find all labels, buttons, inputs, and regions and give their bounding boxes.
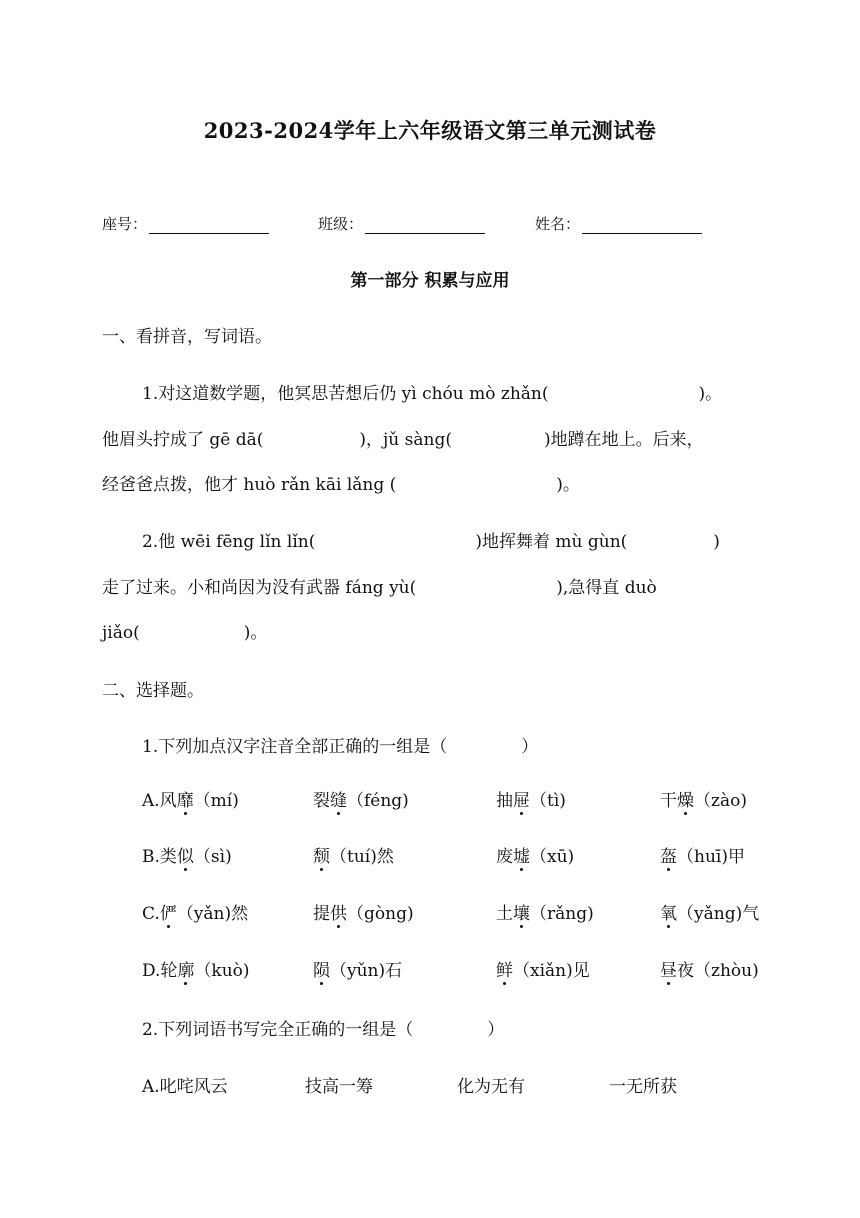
option-text: 抽 <box>496 791 513 811</box>
dotted-char: 似 <box>177 842 194 867</box>
option-item <box>313 956 402 981</box>
option-item <box>142 786 239 811</box>
seat-field[interactable] <box>102 213 269 234</box>
option-text: （yǎn)然 <box>176 904 249 924</box>
name-field[interactable] <box>535 213 702 234</box>
page-title: 2023-2024学年上六年级语文第三单元测试卷 <box>203 118 657 143</box>
option-text: （huī)甲 <box>677 847 745 867</box>
class-label: 班级： <box>318 215 364 233</box>
dotted-char: 颓 <box>313 842 330 867</box>
q1-p2-text: 2.他 wēi fēng lǐn lǐn( <box>142 532 316 552</box>
option-text: （rǎng) <box>530 904 594 924</box>
dotted-char: 陨 <box>313 956 330 981</box>
option-item <box>313 842 394 867</box>
q2-heading: 二、选择题。 <box>102 681 204 701</box>
q2-sub1-prompt <box>142 732 538 757</box>
dotted-char: 盔 <box>660 842 677 867</box>
option-text: （yǔn)石 <box>330 961 403 981</box>
dotted-char: 供 <box>330 899 347 924</box>
option-item <box>660 842 745 867</box>
dotted-char: 屉 <box>513 786 530 811</box>
q1-p2-line1 <box>142 527 720 552</box>
q1-p2-text: jiǎo( <box>102 623 140 643</box>
option-text: A.风 <box>142 791 177 811</box>
option-text: 夜（zhòu) <box>677 961 759 981</box>
option-item <box>660 899 759 924</box>
seat-label: 座号： <box>102 215 148 233</box>
option-text: （gòng) <box>347 904 414 924</box>
option-item <box>142 842 232 867</box>
option-item <box>313 899 414 924</box>
option-text: （kuò) <box>194 961 250 981</box>
dotted-char: 缝 <box>330 786 347 811</box>
option-text: （xiǎn)见 <box>513 961 590 981</box>
option-text: C. <box>142 904 160 924</box>
option-item <box>660 786 747 811</box>
option-text: （xū) <box>530 847 575 867</box>
question-text: 2.下列词语书写完全正确的一组是（ <box>142 1020 414 1040</box>
option-text: （tì) <box>530 791 566 811</box>
q2-sub2-prompt <box>142 1015 504 1040</box>
q1-heading: 一、看拼音，写词语。 <box>102 327 272 347</box>
question-text: ） <box>521 737 539 757</box>
option-text: B.类 <box>142 847 177 867</box>
dotted-char: 壤 <box>513 899 530 924</box>
q1-p1-text: 他眉头拧成了 gē dā( <box>102 430 264 450</box>
dotted-char: 燥 <box>677 786 694 811</box>
option-item <box>496 899 594 924</box>
option-text: （mí) <box>193 791 239 811</box>
q1-p1-line1 <box>142 379 722 404</box>
q1-p2-text: 走了过来。小和尚因为没有武器 fáng yù( <box>102 578 417 598</box>
q1-p1-text: 经爸爸点拨，他才 huò rǎn kāi lǎng ( <box>102 475 397 495</box>
option-text: 裂 <box>313 791 330 811</box>
option-item <box>313 786 409 811</box>
option-text: （zào) <box>694 791 747 811</box>
dotted-char: 鲜 <box>496 956 513 981</box>
option-text: 土 <box>496 904 513 924</box>
option-item: 化为无有 <box>457 1077 525 1097</box>
option-item: 一无所获 <box>609 1077 677 1097</box>
part1-title: 第一部分 积累与应用 <box>350 271 510 291</box>
question-text: ） <box>487 1020 505 1040</box>
q1-p2-text: )地挥舞着 mù gùn( <box>475 532 628 552</box>
q1-p2-line2 <box>102 573 657 598</box>
option-text: 废 <box>496 847 513 867</box>
q1-p1-line3 <box>102 470 580 495</box>
option-item <box>496 842 574 867</box>
question-text: 1.下列加点汉字注音全部正确的一组是（ <box>142 737 448 757</box>
q1-p1-line2 <box>102 425 704 450</box>
option-item <box>496 786 566 811</box>
q1-p2-text: )。 <box>243 623 268 643</box>
option-text: 提 <box>313 904 330 924</box>
q1-p1-text: )。 <box>556 475 580 495</box>
option-item <box>142 956 250 981</box>
dotted-char: 靡 <box>177 786 194 811</box>
option-text: （tuí)然 <box>330 847 394 867</box>
option-text: （féng) <box>347 791 409 811</box>
dotted-char: 昼 <box>660 956 677 981</box>
q1-p1-text: )，jǔ sàng( <box>359 430 452 450</box>
option-item <box>660 956 759 981</box>
dotted-char: 廓 <box>177 956 194 981</box>
name-label: 姓名： <box>535 215 581 233</box>
dotted-char: 氧 <box>660 899 677 924</box>
q1-p2-line3 <box>102 618 267 643</box>
seat-blank[interactable] <box>149 217 269 234</box>
q1-p1-text: )地蹲在地上。后来， <box>544 430 704 450</box>
q1-p2-text: ),急得直 duò <box>556 578 657 598</box>
q1-p1-text: )。 <box>698 384 723 404</box>
q1-p1-text: 1.对这道数学题，他冥思苦想后仍 yì chóu mò zhǎn( <box>142 384 549 404</box>
class-blank[interactable] <box>365 217 485 234</box>
dotted-char: 墟 <box>513 842 530 867</box>
option-item <box>496 956 590 981</box>
option-item: A.叱咤风云 <box>142 1077 228 1097</box>
dotted-char: 俨 <box>160 899 177 924</box>
option-text: 干 <box>660 791 677 811</box>
option-item <box>142 899 248 924</box>
name-blank[interactable] <box>582 217 702 234</box>
option-item: 技高一筹 <box>305 1077 373 1097</box>
class-field[interactable] <box>318 213 485 234</box>
option-text: D.轮 <box>142 961 178 981</box>
q1-p2-text: ) <box>713 532 720 552</box>
option-text: （sì) <box>193 847 232 867</box>
option-text: （yǎng)气 <box>677 904 760 924</box>
